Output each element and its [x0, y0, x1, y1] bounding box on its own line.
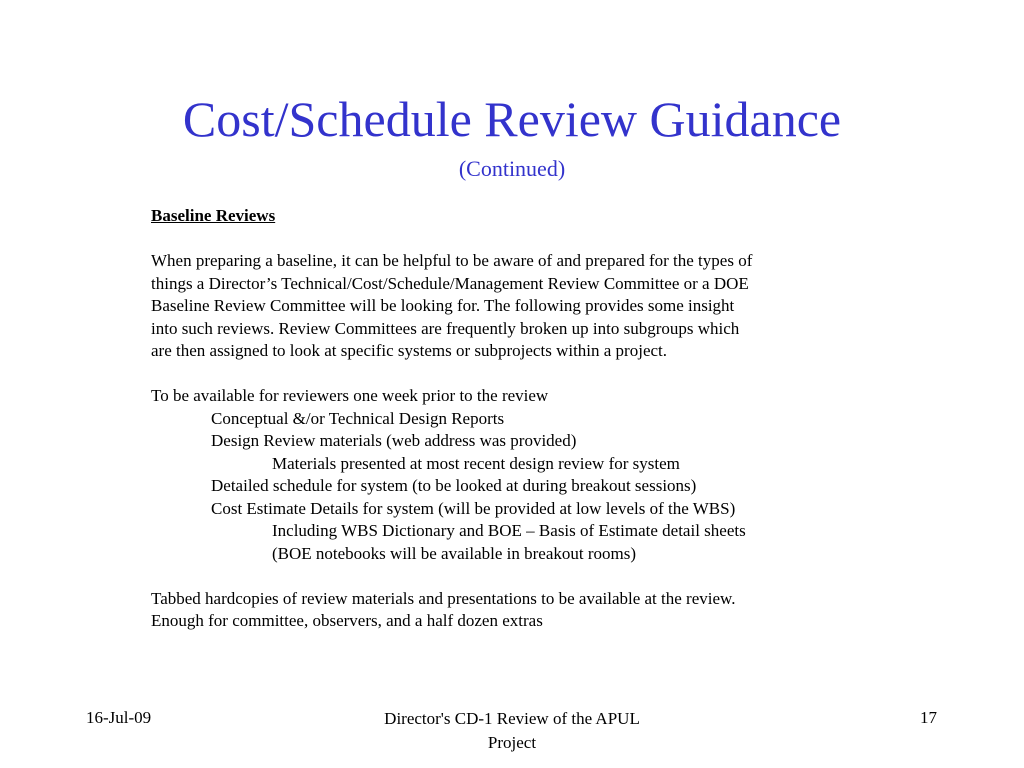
section-heading: Baseline Reviews [151, 206, 276, 225]
spacer [151, 565, 891, 588]
footer-date: 16-Jul-09 [86, 708, 152, 727]
page-number: 17 [920, 708, 937, 727]
slide-title: Cost/Schedule Review Guidance [182, 91, 842, 147]
availability-list [151, 385, 891, 565]
paragraph-line: Baseline Review Committee will be looking for. The following provides some insight [151, 296, 735, 315]
footer-title-line: Project [487, 733, 537, 752]
availability-intro: To be available for reviewers one week prior to the review [151, 386, 549, 405]
list-item: Design Review materials (web address was provided) [211, 431, 577, 450]
list-subitem: Materials presented at most recent design review for system [272, 453, 680, 473]
list-subitem: (BOE notebooks will be available in breakout rooms) [272, 543, 636, 563]
closing-line: Tabbed hardcopies of review materials and presentations to be available at the review. [151, 588, 736, 608]
paragraph-line: into such reviews. Review Committees are frequently broken up into subgroups which [151, 318, 740, 338]
list-item: Detailed schedule for system (to be looked at during breakout sessions) [211, 476, 697, 495]
slide-subtitle: (Continued) [458, 156, 566, 181]
footer-title [312, 707, 712, 755]
footer-title-line: Director's CD-1 Review of the APUL [384, 709, 640, 728]
paragraph-line: things a Director’s Technical/Cost/Schedule/Management Review Committee or a DOE [151, 273, 749, 293]
list-item: Cost Estimate Details for system (will be provided at low levels of the WBS) [211, 498, 736, 518]
paragraph-line: When preparing a baseline, it can be helpful to be aware of and prepared for the types of [151, 251, 753, 270]
list-subitem: Including WBS Dictionary and BOE – Basis of Estimate detail sheets [272, 521, 746, 540]
closing-line: Enough for committee, observers, and a half dozen extras [151, 611, 543, 630]
paragraph-line: are then assigned to look at specific systems or subprojects within a project. [151, 341, 668, 360]
spacer [151, 363, 891, 386]
closing-paragraph [151, 588, 891, 633]
intro-paragraph [151, 250, 891, 363]
slide-body [151, 205, 891, 633]
list-item: Conceptual &/or Technical Design Reports [211, 408, 505, 428]
spacer [151, 228, 891, 251]
